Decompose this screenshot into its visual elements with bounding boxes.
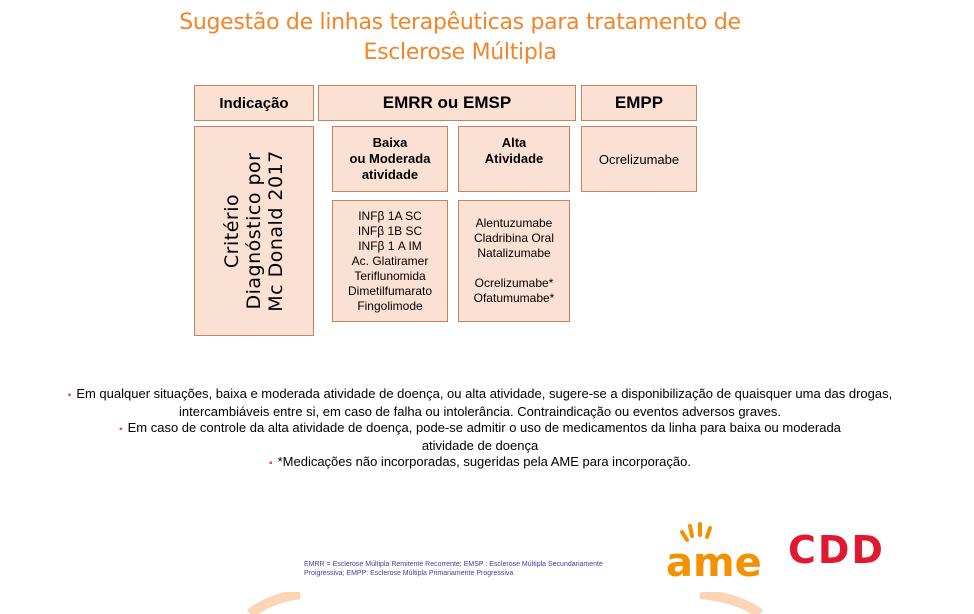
- page-title: [160, 8, 760, 68]
- bullet-icon: ▪: [269, 458, 273, 469]
- header-indicacao: [194, 85, 314, 121]
- alta-drug: Alentuzumabe: [475, 216, 553, 230]
- cdd-logo: CDD: [788, 528, 885, 572]
- note-3-text: *Medicações não incorporadas, sugeridas pela AME para incorporação.: [277, 454, 691, 469]
- alta-drug: Ofatumumabe*: [473, 291, 555, 305]
- alta-drug: Natalizumabe: [477, 246, 551, 260]
- footnote: EMRR = Esclerose Múltipla Remitente Recorrente; EMSP : Esclerose Múltipla Secundariamente Proigressiva; EMPP: Esclerose Múltipla Primariamente Progressiva: [304, 561, 603, 577]
- alta-drug: Cladribina Oral: [473, 231, 555, 245]
- decorative-arcs: [0, 592, 974, 614]
- baixa-drug: Dimetilfumarato: [347, 283, 433, 298]
- bullet-icon: ▪: [119, 424, 123, 435]
- ame-logo-text: ame: [666, 540, 762, 582]
- title-line-1: Sugestão de linhas terapêuticas para tratamento de: [179, 10, 741, 35]
- criterio-line-1: Critério: [221, 193, 243, 269]
- criterio-text: [221, 150, 287, 312]
- alta-header-line-1: Alta: [501, 135, 527, 150]
- bullet-icon: ▪: [67, 390, 72, 401]
- baixa-drug: INFβ 1A SC: [358, 208, 422, 223]
- header-emrr-label: EMRR ou EMSP: [382, 93, 512, 112]
- ame-logo: [660, 522, 780, 582]
- note-1-text: Em qualquer situações, baixa e moderada atividade de doença, ou alta atividade, sugere-se a disponibilização de quaisquer uma das drogas, intercambiáveis entre si, em caso de falha ou intolerância. Contraindicação ou eventos adversos graves.: [76, 386, 893, 419]
- baixa-header-line-2: ou Moderada: [349, 151, 431, 166]
- baixa-drug: Teriflunomida: [354, 268, 426, 283]
- criterio-box: [194, 126, 314, 336]
- alta-header-line-2: Atividade: [484, 151, 544, 166]
- empp-drug-box: [581, 126, 697, 192]
- baixa-drug: INFβ 1 A IM: [358, 238, 422, 253]
- note-2-text: Em caso de controle da alta atividade de doença, pode-se admitir o uso de medicamentos da linha para baixa ou moderada atividade de doença: [127, 420, 841, 453]
- baixa-drug: Fingolimode: [357, 298, 423, 313]
- note-3: [40, 454, 920, 472]
- baixa-header: [332, 126, 448, 192]
- alta-header: [458, 126, 570, 192]
- header-empp: [581, 85, 697, 121]
- baixa-drug: INFβ 1B SC: [357, 223, 423, 238]
- criterio-line-3: Mc Donald 2017: [265, 150, 287, 312]
- baixa-header-line-1: Baixa: [372, 135, 408, 150]
- notes: [40, 386, 920, 472]
- baixa-header-line-3: atividade: [361, 167, 419, 182]
- header-indicacao-label: Indicação: [219, 94, 289, 112]
- header-emrr-emsp: [318, 85, 576, 121]
- alta-drug-list: [458, 200, 570, 322]
- baixa-drug: Ac. Glatiramer: [351, 253, 429, 268]
- note-1: [40, 386, 920, 420]
- empp-drug: Ocrelizumabe: [598, 151, 680, 167]
- note-2: [40, 420, 920, 454]
- alta-drug: Ocrelizumabe*: [474, 276, 554, 290]
- criterio-line-2: Diagnóstico por: [243, 152, 265, 310]
- header-empp-label: EMPP: [614, 93, 664, 112]
- title-line-2: Esclerose Múltipla: [363, 40, 557, 65]
- ame-logo-graphic: [660, 522, 780, 582]
- baixa-drug-list: [332, 200, 448, 322]
